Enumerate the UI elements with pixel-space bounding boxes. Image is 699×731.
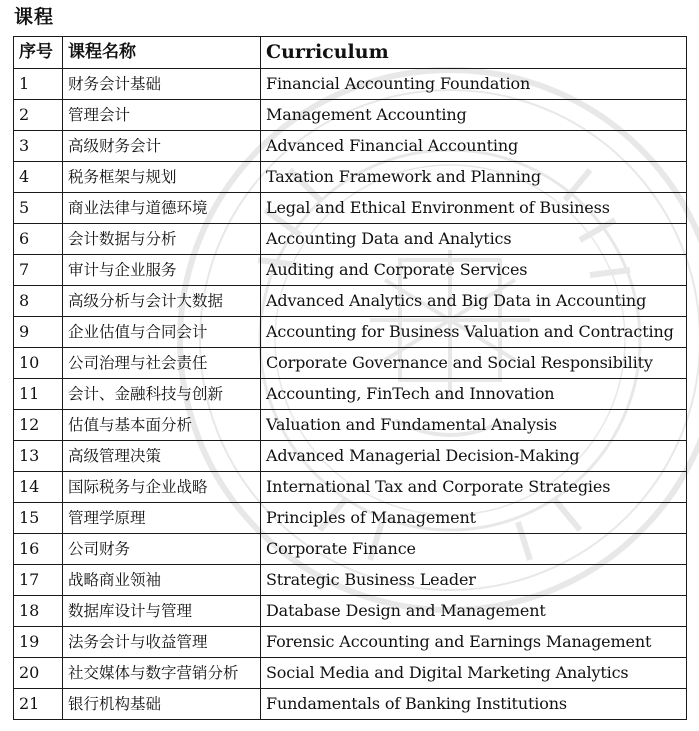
table-row bbox=[14, 627, 687, 658]
table-row bbox=[14, 658, 687, 689]
table-row bbox=[14, 255, 687, 286]
header-course-name-cn: 课程名称 bbox=[63, 37, 261, 69]
row-course-name-en: Fundamentals of Banking Institutions bbox=[261, 689, 687, 720]
table-row bbox=[14, 534, 687, 565]
row-number: 21 bbox=[14, 689, 63, 720]
row-number: 5 bbox=[14, 193, 63, 224]
row-course-name-en: Accounting Data and Analytics bbox=[261, 224, 687, 255]
row-course-name-cn: 高级财务会计 bbox=[63, 131, 261, 162]
row-course-name-cn: 商业法律与道德环境 bbox=[63, 193, 261, 224]
row-course-name-en: Valuation and Fundamental Analysis bbox=[261, 410, 687, 441]
row-course-name-cn: 战略商业领袖 bbox=[63, 565, 261, 596]
row-course-name-en: Advanced Managerial Decision-Making bbox=[261, 441, 687, 472]
header-number: 序号 bbox=[14, 37, 63, 69]
row-course-name-en: Corporate Finance bbox=[261, 534, 687, 565]
table-row bbox=[14, 69, 687, 100]
row-course-name-cn: 银行机构基础 bbox=[63, 689, 261, 720]
row-number: 9 bbox=[14, 317, 63, 348]
table-row bbox=[14, 596, 687, 627]
row-number: 16 bbox=[14, 534, 63, 565]
row-course-name-cn: 公司治理与社会责任 bbox=[63, 348, 261, 379]
row-course-name-cn: 公司财务 bbox=[63, 534, 261, 565]
row-course-name-cn: 数据库设计与管理 bbox=[63, 596, 261, 627]
row-course-name-en: Auditing and Corporate Services bbox=[261, 255, 687, 286]
table-row bbox=[14, 224, 687, 255]
table-row bbox=[14, 503, 687, 534]
page-title: 课程 bbox=[14, 6, 55, 28]
row-course-name-cn: 企业估值与合同会计 bbox=[63, 317, 261, 348]
table-body bbox=[14, 69, 687, 720]
row-course-name-cn: 税务框架与规划 bbox=[63, 162, 261, 193]
table-row bbox=[14, 348, 687, 379]
row-course-name-en: Financial Accounting Foundation bbox=[261, 69, 687, 100]
row-number: 8 bbox=[14, 286, 63, 317]
table-row bbox=[14, 100, 687, 131]
row-course-name-cn: 估值与基本面分析 bbox=[63, 410, 261, 441]
table-row bbox=[14, 565, 687, 596]
table-row bbox=[14, 162, 687, 193]
row-course-name-en: Taxation Framework and Planning bbox=[261, 162, 687, 193]
row-number: 14 bbox=[14, 472, 63, 503]
row-course-name-en: Advanced Financial Accounting bbox=[261, 131, 687, 162]
row-course-name-cn: 法务会计与收益管理 bbox=[63, 627, 261, 658]
row-number: 17 bbox=[14, 565, 63, 596]
row-number: 20 bbox=[14, 658, 63, 689]
row-number: 6 bbox=[14, 224, 63, 255]
row-course-name-cn: 管理会计 bbox=[63, 100, 261, 131]
curriculum-table bbox=[13, 36, 687, 720]
table-row bbox=[14, 689, 687, 720]
row-course-name-en: Accounting, FinTech and Innovation bbox=[261, 379, 687, 410]
table-row bbox=[14, 286, 687, 317]
row-number: 11 bbox=[14, 379, 63, 410]
row-course-name-cn: 国际税务与企业战略 bbox=[63, 472, 261, 503]
table-row bbox=[14, 472, 687, 503]
table-row bbox=[14, 379, 687, 410]
row-course-name-en: Principles of Management bbox=[261, 503, 687, 534]
row-course-name-en: Forensic Accounting and Earnings Management bbox=[261, 627, 687, 658]
row-course-name-en: Accounting for Business Valuation and Contracting bbox=[261, 317, 687, 348]
row-course-name-cn: 管理学原理 bbox=[63, 503, 261, 534]
row-number: 19 bbox=[14, 627, 63, 658]
header-curriculum: Curriculum bbox=[261, 37, 687, 69]
row-course-name-cn: 社交媒体与数字营销分析 bbox=[63, 658, 261, 689]
table-row bbox=[14, 193, 687, 224]
row-number: 13 bbox=[14, 441, 63, 472]
row-number: 1 bbox=[14, 69, 63, 100]
table-row bbox=[14, 410, 687, 441]
row-course-name-en: Strategic Business Leader bbox=[261, 565, 687, 596]
row-number: 15 bbox=[14, 503, 63, 534]
row-course-name-en: Management Accounting bbox=[261, 100, 687, 131]
table-header-row bbox=[14, 37, 687, 69]
row-course-name-en: Advanced Analytics and Big Data in Accounting bbox=[261, 286, 687, 317]
row-number: 2 bbox=[14, 100, 63, 131]
table-row bbox=[14, 317, 687, 348]
row-course-name-en: Social Media and Digital Marketing Analytics bbox=[261, 658, 687, 689]
row-course-name-en: Corporate Governance and Social Responsibility bbox=[261, 348, 687, 379]
row-course-name-en: International Tax and Corporate Strategies bbox=[261, 472, 687, 503]
row-course-name-en: Legal and Ethical Environment of Business bbox=[261, 193, 687, 224]
row-number: 7 bbox=[14, 255, 63, 286]
table-row bbox=[14, 131, 687, 162]
row-number: 18 bbox=[14, 596, 63, 627]
row-number: 10 bbox=[14, 348, 63, 379]
row-course-name-en: Database Design and Management bbox=[261, 596, 687, 627]
row-course-name-cn: 财务会计基础 bbox=[63, 69, 261, 100]
row-number: 4 bbox=[14, 162, 63, 193]
row-course-name-cn: 会计、金融科技与创新 bbox=[63, 379, 261, 410]
table-row bbox=[14, 441, 687, 472]
row-number: 3 bbox=[14, 131, 63, 162]
row-course-name-cn: 高级分析与会计大数据 bbox=[63, 286, 261, 317]
row-course-name-cn: 高级管理决策 bbox=[63, 441, 261, 472]
row-course-name-cn: 会计数据与分析 bbox=[63, 224, 261, 255]
row-course-name-cn: 审计与企业服务 bbox=[63, 255, 261, 286]
row-number: 12 bbox=[14, 410, 63, 441]
